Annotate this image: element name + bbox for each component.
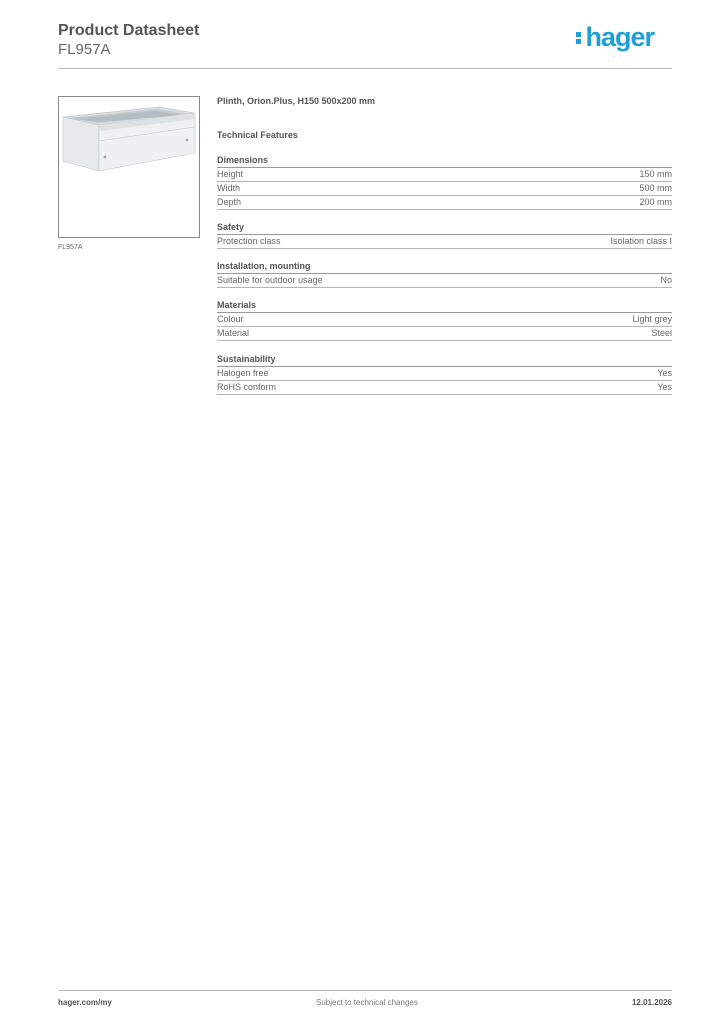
logo-text: hager <box>585 22 654 52</box>
spec-value: 150 mm <box>639 169 672 179</box>
spec-label: Width <box>217 183 241 193</box>
section-safety <box>217 221 672 249</box>
section-title: Installation, mounting <box>217 260 672 274</box>
section-title: Dimensions <box>217 154 672 168</box>
footer-website-link[interactable]: hager.com/my <box>58 998 112 1007</box>
footer-notice: Subject to technical changes <box>316 998 418 1007</box>
page-header <box>58 20 672 68</box>
section-installation <box>217 260 672 288</box>
spec-label: Depth <box>217 197 242 207</box>
plinth-illustration <box>59 97 199 237</box>
spec-label: RoHS conform <box>217 382 277 392</box>
header-divider <box>58 68 672 69</box>
spec-value: Isolation class I <box>610 236 672 246</box>
spec-row <box>217 327 672 341</box>
product-name: Plinth, Orion.Plus, H150 500x200 mm <box>217 96 376 106</box>
spec-row <box>217 168 672 182</box>
spec-value: 200 mm <box>639 197 672 207</box>
spec-label: Height <box>217 169 244 179</box>
document-title: Product Datasheet <box>58 22 200 39</box>
spec-value: No <box>660 275 672 285</box>
spec-row <box>217 274 672 288</box>
spec-row <box>217 313 672 327</box>
technical-features-heading: Technical Features <box>217 130 298 140</box>
section-title: Sustainability <box>217 353 672 367</box>
spec-label: Halogen free <box>217 368 269 378</box>
spec-value: Light grey <box>632 314 672 324</box>
spec-label: Colour <box>217 314 244 324</box>
spec-row <box>217 182 672 196</box>
section-dimensions <box>217 154 672 210</box>
product-code: FL957A <box>58 41 111 58</box>
spec-row <box>217 235 672 249</box>
spec-label: Protection class <box>217 236 281 246</box>
spec-value: Yes <box>657 382 672 392</box>
hager-logo <box>585 24 654 51</box>
logo-colon-icon <box>576 32 581 44</box>
image-caption: FL957A <box>58 244 83 251</box>
spec-value: 500 mm <box>639 183 672 193</box>
spec-value: Steel <box>651 328 672 338</box>
section-title: Materials <box>217 299 672 313</box>
product-image <box>58 96 200 238</box>
spec-label: Material <box>217 328 250 338</box>
section-materials <box>217 299 672 341</box>
spec-value: Yes <box>657 368 672 378</box>
spec-label: Suitable for outdoor usage <box>217 275 323 285</box>
section-sustainability <box>217 353 672 395</box>
footer-divider <box>58 990 672 991</box>
spec-row <box>217 196 672 210</box>
spec-row <box>217 367 672 381</box>
spec-row <box>217 381 672 395</box>
section-title: Safety <box>217 221 672 235</box>
footer-date: 12.01.2026 <box>631 998 672 1007</box>
